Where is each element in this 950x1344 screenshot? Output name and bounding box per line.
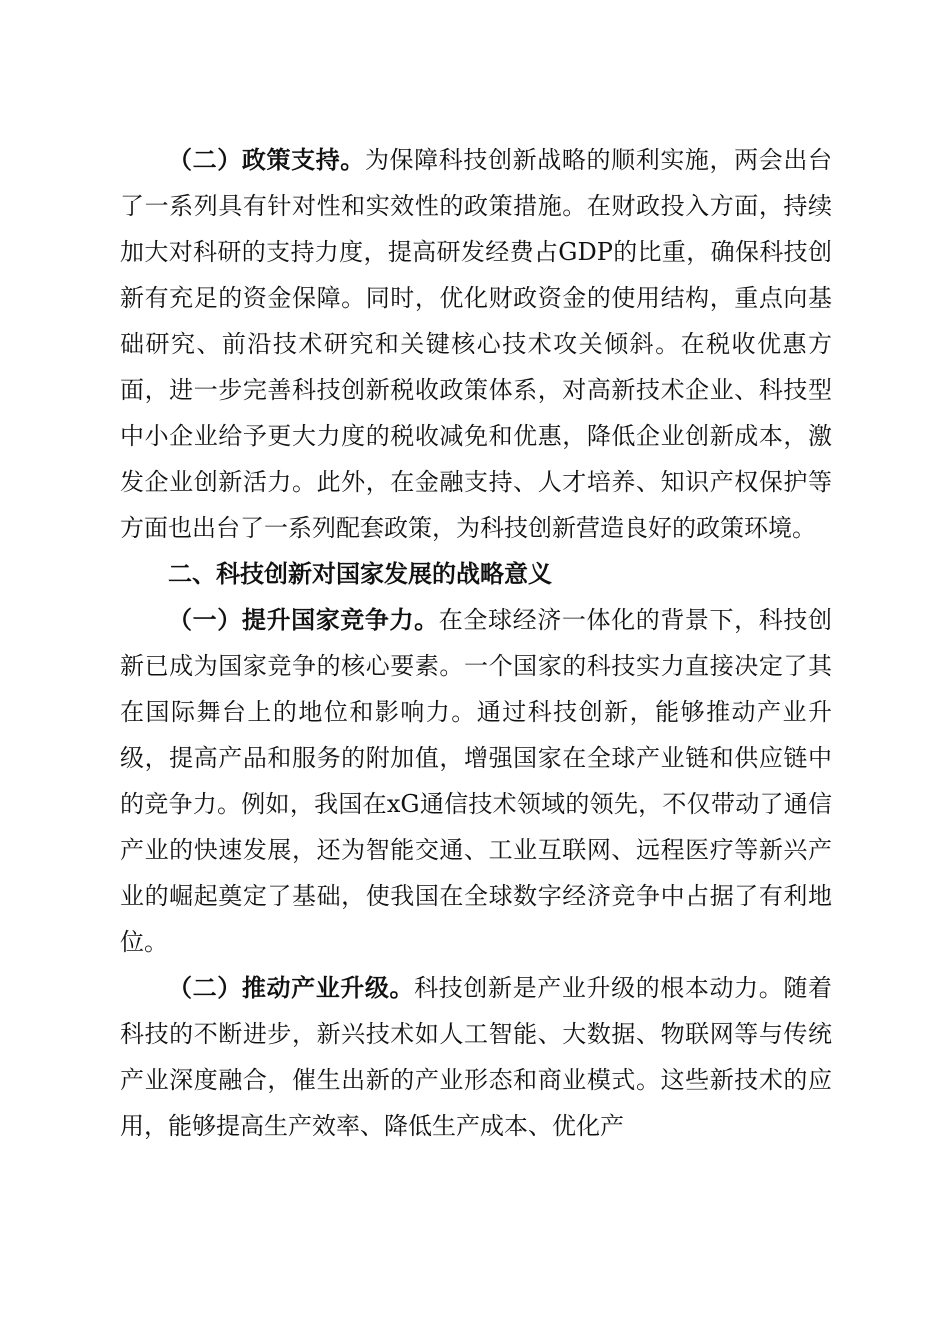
paragraph-text: 科技创新是产业升级的根本动力。随着科技的不断进步，新兴技术如人工智能、大数据、物联网等与传统产业深度融合，催生出新的产业形态和商业模式。这些新技术的应用，能够提高生产效率、降低生产成本、优化产: [120, 974, 833, 1140]
paragraph-text: 在全球经济一体化的背景下，科技创新已成为国家竞争的核心要素。一个国家的科技实力直接决定了其在国际舞台上的地位和影响力。通过科技创新，能够推动产业升级，提高产品和服务的附加值，增强国家在全球产业链和供应链中的竞争力。例如，我国在xG通信技术领域的领先，不仅带动了通信产业的快速发展，还为智能交通、工业互联网、远程医疗等新兴产业的崛起奠定了基础，使我国在全球数字经济竞争中占据了有利地位。: [120, 606, 833, 956]
paragraph-policy-support: [120, 137, 832, 551]
document-body: [120, 137, 832, 1149]
paragraph-industry-upgrade: [120, 965, 832, 1149]
paragraph-heading: （二）政策支持。: [168, 145, 365, 174]
section-heading: 二、科技创新对国家发展的战略意义: [168, 560, 552, 588]
paragraph-heading: （二）推动产业升级。: [168, 973, 415, 1002]
paragraph-competitiveness: [120, 597, 832, 965]
paragraph-text: 为保障科技创新战略的顺利实施，两会出台了一系列具有针对性和实效性的政策措施。在财政投入方面，持续加大对科研的支持力度，提高研发经费占GDP的比重，确保科技创新有充足的资金保障。同时，优化财政资金的使用结构，重点向基础研究、前沿技术研究和关键核心技术攻关倾斜。在税收优惠方面，进一步完善科技创新税收政策体系，对高新技术企业、科技型中小企业给予更大力度的税收减免和优惠，降低企业创新成本，激发企业创新活力。此外，在金融支持、人才培养、知识产权保护等方面也出台了一系列配套政策，为科技创新营造良好的政策环境。: [120, 146, 833, 542]
paragraph-heading: （一）提升国家竞争力。: [168, 605, 439, 634]
